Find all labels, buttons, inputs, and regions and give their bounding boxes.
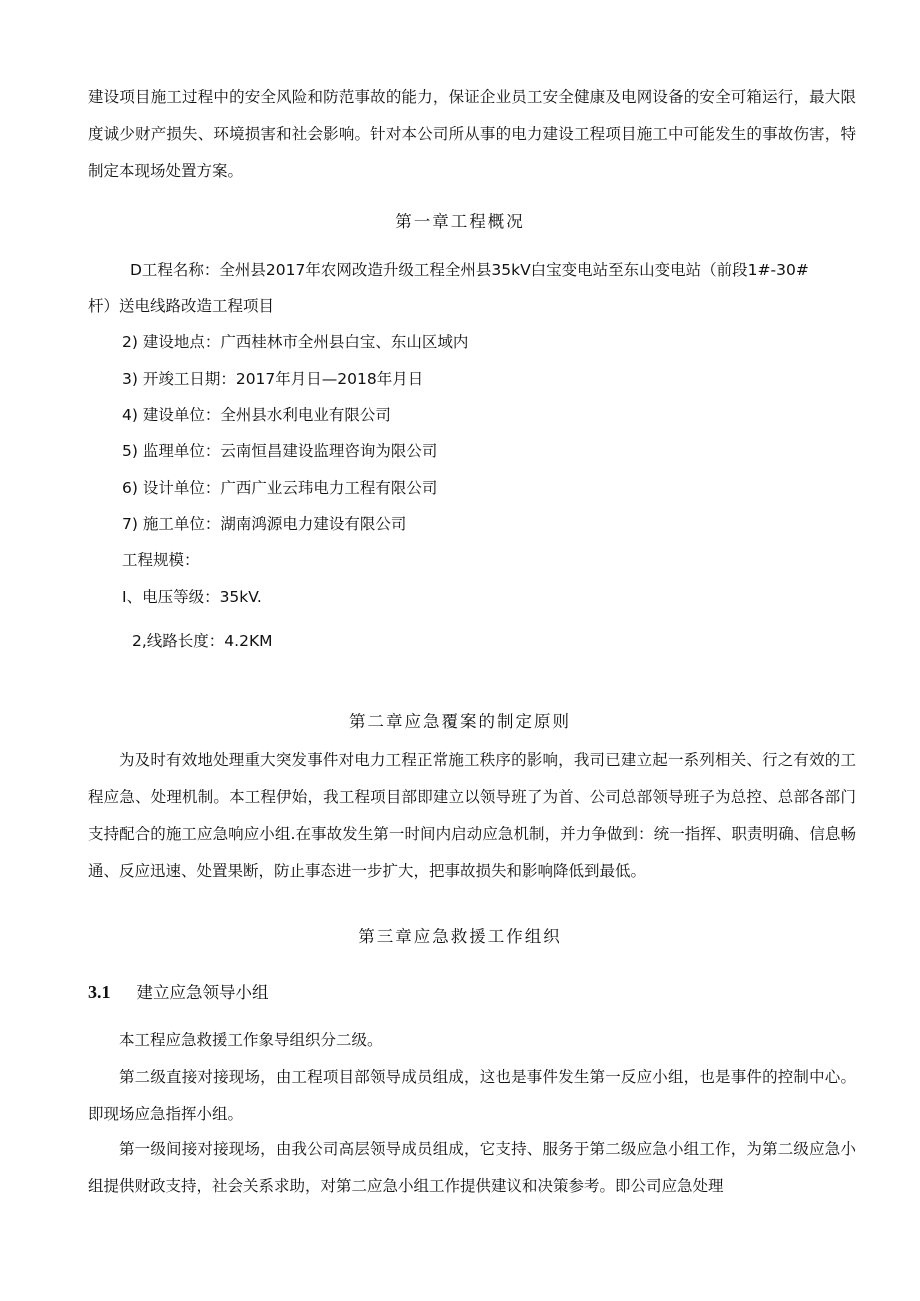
chapter3-para3: 第一级间接对接现场，由我公司高层领导成员组成，它支持、服务于第二级应急小组工作，为第二级应急小组提供财政支持，社会关系求助，对第二应急小组工作提供建议和决策参考。即公司应急处理: [88, 1140, 856, 1195]
chapter3-para1: 本工程应急救援工作象导组织分二级。: [119, 1031, 383, 1049]
chapter2-paragraph: 为及时有效地处理重大突发事件对电力工程正常施工秩序的影响，我司已建立起一系列相关、行之有效的工程应急、处理机制。本工程伊始，我工程项目部即建立以领导班了为首、公司总部领导班子为总控、总部各部门支持配合的施工应急响应小组.在事故发生第一时间内启动应急机制，并力争做到：统一指挥、职责明确、信息畅通、反应迅速、处置果断，防止事态进一步扩大，把事故损失和影响降低到最低。: [88, 751, 856, 880]
item7: 7) 施工单位：湖南鸿源电力建设有限公司: [122, 515, 407, 533]
item5: 5) 监理单位：云南恒昌建设监理咨询为限公司: [122, 442, 438, 460]
item3: 3) 开竣工日期：2017年月日—2018年月日: [122, 370, 424, 388]
scale-voltage: I、电压等级：35kV.: [122, 588, 262, 606]
item1-line2: 杆）送电线路改造工程项目: [88, 297, 275, 315]
chapter3-para2: 第二级直接对接现场，由工程项目部领导成员组成，这也是事件发生第一反应小组，也是事件的控制中心。即现场应急指挥小组。: [88, 1068, 856, 1123]
intro-paragraph: 建设项目施工过程中的安全风险和防范事故的能力，保证企业员工安全健康及电网设备的安全可箱运行，最大限度诚少财产损失、环境损害和社会影响。针对本公司所从事的电力建设工程项目施工中可能发生的事故伤害，特制定本现场处置方案。: [88, 88, 856, 180]
chapter1-title: 第一章工程概况: [395, 212, 525, 231]
section-title: 建立应急领导小组: [136, 983, 269, 1002]
item6: 6) 设计单位：广西广业云玮电力工程有限公司: [122, 479, 438, 497]
chapter2-title: 第二章应急覆案的制定原则: [349, 712, 571, 731]
item4: 4) 建设单位：全州县水利电业有限公司: [122, 406, 391, 424]
scale-length: 2,线路长度：4.2KM: [132, 632, 273, 650]
chapter3-title: 第三章应急救援工作组织: [358, 927, 562, 946]
item2: 2) 建设地点：广西桂林市全州县白宝、东山区域内: [122, 333, 469, 351]
section-heading: [88, 980, 269, 1005]
scale-label: 工程规模：: [122, 551, 200, 569]
item1-line1: D工程名称：全州县2017年农网改造升级工程全州县35kV白宝变电站至东山变电站（前段1#-30#: [130, 261, 809, 279]
section-number: 3.1: [88, 982, 111, 1002]
